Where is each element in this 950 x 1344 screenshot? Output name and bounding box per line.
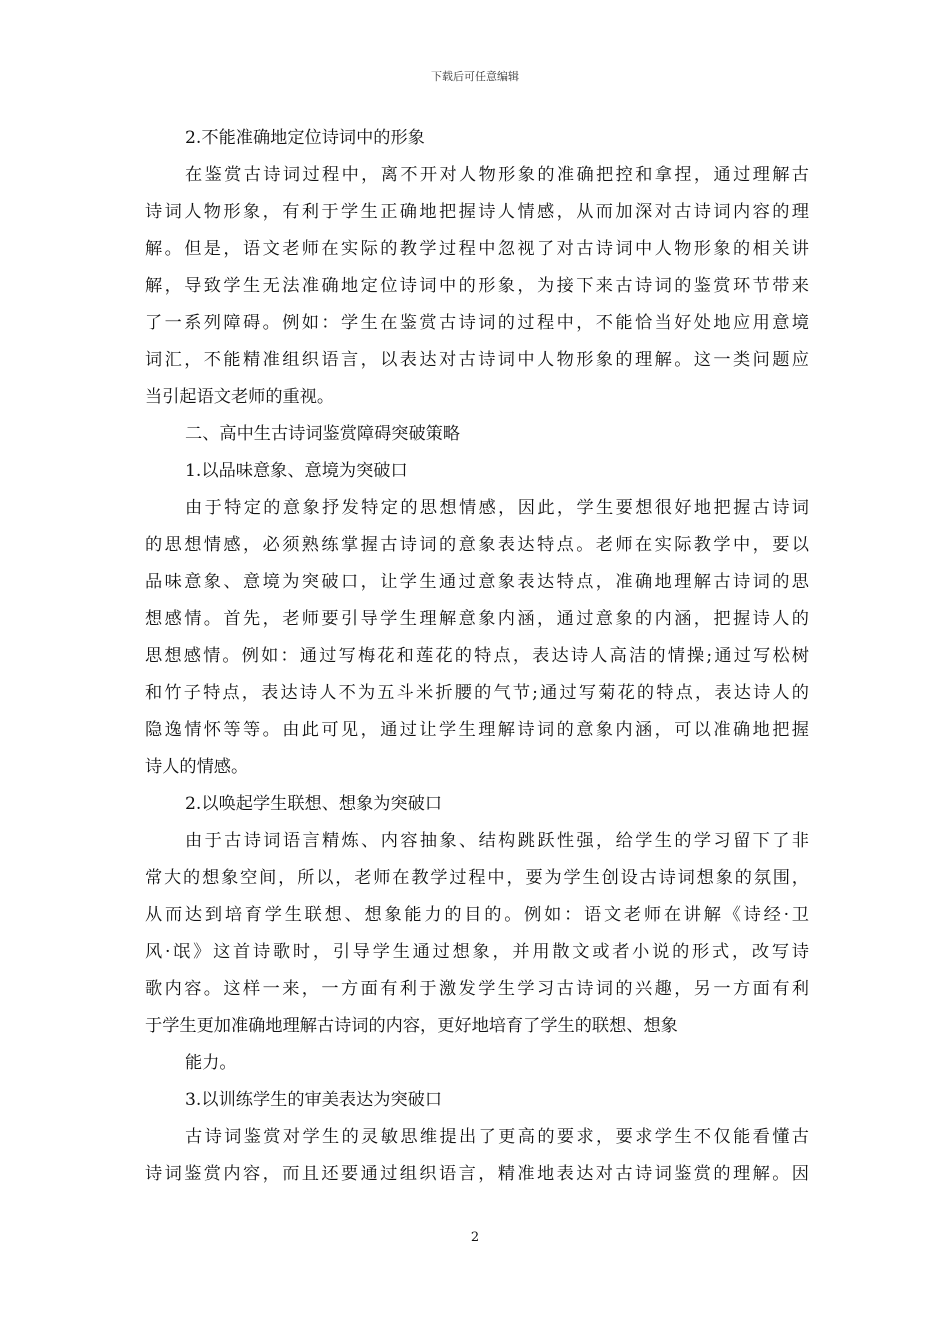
text-line: 诗人的情感。 [145,757,249,777]
text-line: 二、高中生古诗词鉴赏障碍突破策略 [185,424,461,444]
text-line: 2.不能准确地定位诗词中的形象 [185,128,425,148]
text-line: 能力。 [185,1053,237,1073]
text-line: 解，导致学生无法准确地定位诗词中的形象，为接下来古诗词的鉴赏环节带来 [145,276,809,296]
text-line: 和竹子特点，表达诗人不为五斗米折腰的气节;通过写菊花的特点，表达诗人的 [145,683,809,703]
text-line: 古诗词鉴赏对学生的灵敏思维提出了更高的要求，要求学生不仅能看懂古 [185,1127,809,1147]
text-line: 由于古诗词语言精炼、内容抽象、结构跳跃性强，给学生的学习留下了非 [185,831,809,851]
text-line: 解。但是，语文老师在实际的教学过程中忽视了对古诗词中人物形象的相关讲 [145,239,809,259]
page-header: 下载后可任意编辑 [431,70,519,83]
text-line: 2.以唤起学生联想、想象为突破口 [185,794,443,814]
text-line: 歌内容。这样一来，一方面有利于激发学生学习古诗词的兴趣，另一方面有利 [145,979,809,999]
text-line: 于学生更加准确地理解古诗词的内容，更好地培育了学生的联想、想象 [145,1016,678,1036]
text-line: 当引起语文老师的重视。 [145,387,335,407]
text-line: 诗词鉴赏内容，而且还要通过组织语言，精准地表达对古诗词鉴赏的理解。因 [145,1164,809,1184]
text-line: 常大的想象空间，所以，老师在教学过程中，要为学生创设古诗词想象的氛围， [145,868,809,888]
text-line: 3.以训练学生的审美表达为突破口 [185,1090,443,1110]
text-line: 品味意象、意境为突破口，让学生通过意象表达特点，准确地理解古诗词的思 [145,572,809,592]
text-line: 诗词人物形象，有利于学生正确地把握诗人情感，从而加深对古诗词内容的理 [145,202,809,222]
text-line: 了一系列障碍。例如：学生在鉴赏古诗词的过程中，不能恰当好处地应用意境 [145,313,809,333]
text-line: 在鉴赏古诗词过程中，离不开对人物形象的准确把控和拿捏，通过理解古 [185,165,809,185]
text-line: 由于特定的意象抒发特定的思想情感，因此，学生要想很好地把握古诗词 [185,498,809,518]
text-line: 词汇，不能精准组织语言，以表达对古诗词中人物形象的理解。这一类问题应 [145,350,809,370]
text-line: 从而达到培育学生联想、想象能力的目的。例如：语文老师在讲解《诗经·卫 [145,905,809,925]
text-line: 风·氓》这首诗歌时，引导学生通过想象，并用散文或者小说的形式，改写诗 [145,942,809,962]
text-line: 隐逸情怀等等。由此可见，通过让学生理解诗词的意象内涵，可以准确地把握 [145,720,809,740]
document-body [145,120,809,1193]
text-line: 思想感情。例如：通过写梅花和莲花的特点，表达诗人高洁的情操;通过写松树 [145,646,809,666]
text-line: 想感情。首先，老师要引导学生理解意象内涵，通过意象的内涵，把握诗人的 [145,609,809,629]
text-line: 1.以品味意象、意境为突破口 [185,461,408,481]
page-number: 2 [470,1230,480,1245]
text-line: 的思想情感，必须熟练掌握古诗词的意象表达特点。老师在实际教学中，要以 [145,535,809,555]
